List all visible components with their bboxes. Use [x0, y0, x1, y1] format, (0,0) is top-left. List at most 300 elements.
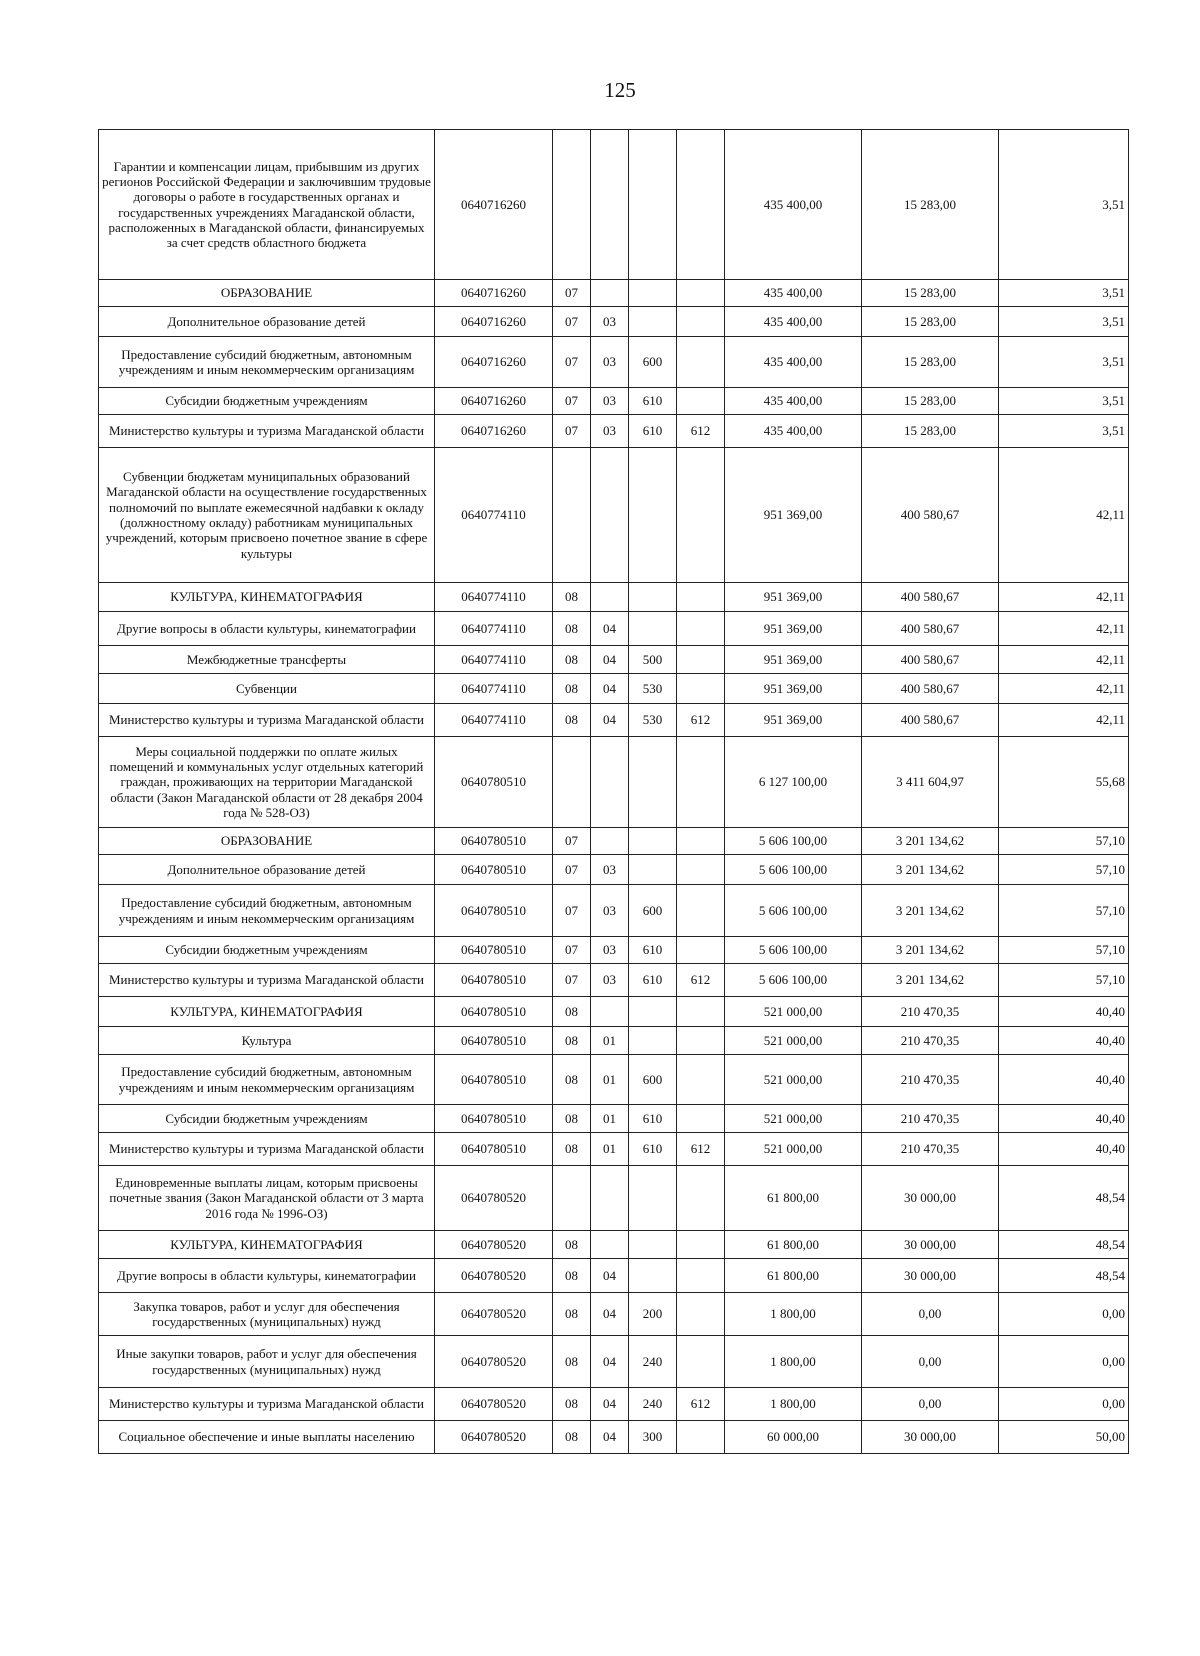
row-expense-type: [629, 448, 677, 583]
row-section: 07: [553, 280, 591, 307]
row-section: 08: [553, 612, 591, 646]
row-section: 07: [553, 307, 591, 337]
row-name: Дополнительное образование детей: [99, 307, 435, 337]
row-name: КУЛЬТУРА, КИНЕМАТОГРАФИЯ: [99, 997, 435, 1027]
row-code: 0640780510: [435, 737, 553, 828]
row-fact-amount: 0,00: [862, 1293, 999, 1336]
row-code: 0640780520: [435, 1293, 553, 1336]
row-code: 0640780510: [435, 1133, 553, 1166]
row-percent: 48,54: [999, 1259, 1129, 1293]
row-fact-amount: 30 000,00: [862, 1231, 999, 1259]
row-expense-type: 600: [629, 885, 677, 937]
row-percent: 3,51: [999, 280, 1129, 307]
row-code: 0640774110: [435, 674, 553, 704]
row-name: Субвенции: [99, 674, 435, 704]
row-percent: 0,00: [999, 1388, 1129, 1421]
row-percent: 55,68: [999, 737, 1129, 828]
row-code: 0640780520: [435, 1166, 553, 1231]
row-code: 0640780520: [435, 1336, 553, 1388]
row-code: 0640780510: [435, 964, 553, 997]
table-row: [99, 307, 1129, 337]
row-expense-type: 610: [629, 388, 677, 415]
row-section: 08: [553, 1388, 591, 1421]
row-plan-amount: 951 369,00: [725, 612, 862, 646]
row-percent: 57,10: [999, 964, 1129, 997]
table-row: [99, 415, 1129, 448]
row-expense-type: [629, 583, 677, 612]
row-code: 0640780510: [435, 937, 553, 964]
row-plan-amount: 521 000,00: [725, 1055, 862, 1105]
table-row: [99, 280, 1129, 307]
row-group: [677, 1027, 725, 1055]
row-fact-amount: 210 470,35: [862, 1055, 999, 1105]
row-plan-amount: 1 800,00: [725, 1388, 862, 1421]
row-group: [677, 1421, 725, 1454]
row-plan-amount: 5 606 100,00: [725, 937, 862, 964]
row-section: 08: [553, 704, 591, 737]
row-group: [677, 280, 725, 307]
table-row: [99, 1388, 1129, 1421]
row-section: 08: [553, 646, 591, 674]
row-group: [677, 937, 725, 964]
row-code: 0640780510: [435, 828, 553, 855]
row-expense-type: [629, 130, 677, 280]
table-row: [99, 1055, 1129, 1105]
row-section: 08: [553, 997, 591, 1027]
row-plan-amount: 5 606 100,00: [725, 855, 862, 885]
row-expense-type: 610: [629, 964, 677, 997]
row-expense-type: [629, 737, 677, 828]
row-percent: 3,51: [999, 337, 1129, 388]
table-row: [99, 612, 1129, 646]
row-group: [677, 337, 725, 388]
row-plan-amount: 521 000,00: [725, 1105, 862, 1133]
row-subsection: 01: [591, 1133, 629, 1166]
row-plan-amount: 435 400,00: [725, 388, 862, 415]
row-fact-amount: 3 201 134,62: [862, 855, 999, 885]
row-expense-type: 600: [629, 337, 677, 388]
table-row: [99, 448, 1129, 583]
row-section: 08: [553, 1336, 591, 1388]
table-row: [99, 937, 1129, 964]
row-subsection: 04: [591, 1259, 629, 1293]
row-percent: 42,11: [999, 646, 1129, 674]
row-group: [677, 1231, 725, 1259]
row-percent: 0,00: [999, 1336, 1129, 1388]
row-subsection: 04: [591, 674, 629, 704]
row-percent: 3,51: [999, 130, 1129, 280]
row-group: [677, 828, 725, 855]
row-name: Меры социальной поддержки по оплате жилых помещений и коммунальных услуг отдельных категорий граждан, проживающих на территории Магаданской области (Закон Магаданской области от 28 декабря 2004 года № 528-ОЗ): [99, 737, 435, 828]
row-code: 0640780520: [435, 1388, 553, 1421]
row-name: Другие вопросы в области культуры, кинематографии: [99, 1259, 435, 1293]
row-percent: 57,10: [999, 855, 1129, 885]
table-row: [99, 337, 1129, 388]
row-code: 0640716260: [435, 415, 553, 448]
row-subsection: 03: [591, 337, 629, 388]
row-code: 0640716260: [435, 388, 553, 415]
row-subsection: 03: [591, 307, 629, 337]
row-code: 0640780510: [435, 997, 553, 1027]
row-percent: 40,40: [999, 997, 1129, 1027]
row-group: [677, 997, 725, 1027]
row-name: Предоставление субсидий бюджетным, автономным учреждениям и иным некоммерческим организациям: [99, 885, 435, 937]
row-group: [677, 885, 725, 937]
row-subsection: 01: [591, 1055, 629, 1105]
row-plan-amount: 951 369,00: [725, 674, 862, 704]
row-fact-amount: 210 470,35: [862, 997, 999, 1027]
row-percent: 48,54: [999, 1231, 1129, 1259]
row-fact-amount: 400 580,67: [862, 612, 999, 646]
row-expense-type: [629, 612, 677, 646]
row-subsection: [591, 737, 629, 828]
row-section: 08: [553, 1133, 591, 1166]
row-subsection: [591, 448, 629, 583]
row-group: [677, 1166, 725, 1231]
row-plan-amount: 5 606 100,00: [725, 964, 862, 997]
row-expense-type: 300: [629, 1421, 677, 1454]
table-row: [99, 885, 1129, 937]
row-fact-amount: 15 283,00: [862, 415, 999, 448]
row-percent: 57,10: [999, 885, 1129, 937]
row-fact-amount: 3 201 134,62: [862, 828, 999, 855]
row-code: 0640774110: [435, 646, 553, 674]
row-section: [553, 130, 591, 280]
row-plan-amount: 435 400,00: [725, 415, 862, 448]
row-fact-amount: 210 470,35: [862, 1133, 999, 1166]
table-row: [99, 1336, 1129, 1388]
row-fact-amount: 3 201 134,62: [862, 937, 999, 964]
row-name: Министерство культуры и туризма Магаданской области: [99, 1133, 435, 1166]
budget-table-body: [99, 130, 1129, 1454]
row-percent: 3,51: [999, 415, 1129, 448]
row-section: 07: [553, 828, 591, 855]
table-row: [99, 130, 1129, 280]
row-name: Другие вопросы в области культуры, кинематографии: [99, 612, 435, 646]
row-group: [677, 130, 725, 280]
row-code: 0640780510: [435, 1027, 553, 1055]
row-section: [553, 1166, 591, 1231]
row-name: Социальное обеспечение и иные выплаты населению: [99, 1421, 435, 1454]
row-name: Министерство культуры и туризма Магаданской области: [99, 704, 435, 737]
row-expense-type: 240: [629, 1336, 677, 1388]
table-row: [99, 1259, 1129, 1293]
row-expense-type: [629, 1166, 677, 1231]
row-subsection: [591, 1166, 629, 1231]
row-expense-type: [629, 997, 677, 1027]
table-row: [99, 388, 1129, 415]
table-row: [99, 1105, 1129, 1133]
row-expense-type: [629, 1027, 677, 1055]
row-section: 07: [553, 337, 591, 388]
row-group: [677, 855, 725, 885]
row-name: Министерство культуры и туризма Магаданской области: [99, 964, 435, 997]
table-row: [99, 964, 1129, 997]
row-name: Предоставление субсидий бюджетным, автономным учреждениям и иным некоммерческим организациям: [99, 337, 435, 388]
row-fact-amount: 210 470,35: [862, 1027, 999, 1055]
row-section: 08: [553, 583, 591, 612]
row-code: 0640774110: [435, 448, 553, 583]
row-subsection: 03: [591, 415, 629, 448]
row-plan-amount: 521 000,00: [725, 1133, 862, 1166]
row-group: 612: [677, 704, 725, 737]
row-subsection: [591, 997, 629, 1027]
row-subsection: [591, 280, 629, 307]
table-row: [99, 1027, 1129, 1055]
row-name: Министерство культуры и туризма Магаданской области: [99, 1388, 435, 1421]
row-percent: 3,51: [999, 307, 1129, 337]
row-plan-amount: 5 606 100,00: [725, 885, 862, 937]
row-group: [677, 307, 725, 337]
row-section: 08: [553, 1231, 591, 1259]
row-name: Дополнительное образование детей: [99, 855, 435, 885]
row-expense-type: 610: [629, 937, 677, 964]
row-fact-amount: 30 000,00: [862, 1421, 999, 1454]
row-expense-type: [629, 855, 677, 885]
row-plan-amount: 60 000,00: [725, 1421, 862, 1454]
table-row: [99, 828, 1129, 855]
row-group: [677, 448, 725, 583]
row-percent: 42,11: [999, 612, 1129, 646]
row-group: [677, 1105, 725, 1133]
row-plan-amount: 951 369,00: [725, 448, 862, 583]
row-fact-amount: 400 580,67: [862, 583, 999, 612]
row-expense-type: 610: [629, 415, 677, 448]
row-subsection: 04: [591, 612, 629, 646]
row-subsection: 01: [591, 1105, 629, 1133]
row-group: 612: [677, 964, 725, 997]
row-group: [677, 1336, 725, 1388]
row-percent: 3,51: [999, 388, 1129, 415]
row-percent: 57,10: [999, 937, 1129, 964]
row-expense-type: 600: [629, 1055, 677, 1105]
row-section: 08: [553, 1105, 591, 1133]
row-percent: 42,11: [999, 704, 1129, 737]
row-plan-amount: 435 400,00: [725, 130, 862, 280]
row-group: [677, 737, 725, 828]
row-group: [677, 646, 725, 674]
row-group: [677, 1293, 725, 1336]
row-name: Субсидии бюджетным учреждениям: [99, 388, 435, 415]
row-code: 0640774110: [435, 612, 553, 646]
row-code: 0640780510: [435, 1105, 553, 1133]
row-group: [677, 583, 725, 612]
row-section: 08: [553, 1055, 591, 1105]
row-fact-amount: 30 000,00: [862, 1259, 999, 1293]
row-percent: 57,10: [999, 828, 1129, 855]
row-fact-amount: 0,00: [862, 1388, 999, 1421]
row-plan-amount: 6 127 100,00: [725, 737, 862, 828]
row-subsection: 04: [591, 1388, 629, 1421]
row-plan-amount: 951 369,00: [725, 704, 862, 737]
row-group: 612: [677, 415, 725, 448]
row-code: 0640774110: [435, 704, 553, 737]
row-subsection: [591, 828, 629, 855]
row-plan-amount: 435 400,00: [725, 280, 862, 307]
row-section: [553, 737, 591, 828]
row-subsection: 04: [591, 704, 629, 737]
row-name: ОБРАЗОВАНИЕ: [99, 828, 435, 855]
row-expense-type: [629, 307, 677, 337]
row-fact-amount: 0,00: [862, 1336, 999, 1388]
row-name: Субвенции бюджетам муниципальных образований Магаданской области на осуществление государственных полномочий по выплате ежемесячной надбавки к окладу (должностному окладу) работникам муниципальных учреждений, которым присвоено почетное звание в сфере культуры: [99, 448, 435, 583]
row-fact-amount: 15 283,00: [862, 337, 999, 388]
row-name: КУЛЬТУРА, КИНЕМАТОГРАФИЯ: [99, 583, 435, 612]
row-section: 07: [553, 964, 591, 997]
row-plan-amount: 951 369,00: [725, 646, 862, 674]
row-subsection: 04: [591, 1336, 629, 1388]
row-name: Единовременные выплаты лицам, которым присвоены почетные звания (Закон Магаданской области от 3 марта 2016 года № 1996-ОЗ): [99, 1166, 435, 1231]
row-section: 07: [553, 415, 591, 448]
row-section: 08: [553, 674, 591, 704]
row-group: 612: [677, 1133, 725, 1166]
row-name: КУЛЬТУРА, КИНЕМАТОГРАФИЯ: [99, 1231, 435, 1259]
row-plan-amount: 1 800,00: [725, 1293, 862, 1336]
row-group: 612: [677, 1388, 725, 1421]
row-section: 07: [553, 937, 591, 964]
row-name: Гарантии и компенсации лицам, прибывшим из других регионов Российской Федерации и заключившим трудовые договоры о работе в государственных органах и государственных учреждениях Магаданской области, расположенных в Магаданской области, финансируемых за счет средств областного бюджета: [99, 130, 435, 280]
table-row: [99, 855, 1129, 885]
row-fact-amount: 15 283,00: [862, 307, 999, 337]
row-name: Субсидии бюджетным учреждениям: [99, 937, 435, 964]
row-subsection: 03: [591, 937, 629, 964]
row-code: 0640780510: [435, 855, 553, 885]
row-name: Закупка товаров, работ и услуг для обеспечения государственных (муниципальных) нужд: [99, 1293, 435, 1336]
row-name: ОБРАЗОВАНИЕ: [99, 280, 435, 307]
row-code: 0640716260: [435, 307, 553, 337]
row-group: [677, 1055, 725, 1105]
budget-table: [98, 129, 1129, 1454]
row-section: 08: [553, 1293, 591, 1336]
row-name: Субсидии бюджетным учреждениям: [99, 1105, 435, 1133]
row-subsection: 03: [591, 964, 629, 997]
row-section: 08: [553, 1259, 591, 1293]
row-subsection: 04: [591, 646, 629, 674]
row-name: Межбюджетные трансферты: [99, 646, 435, 674]
row-expense-type: [629, 828, 677, 855]
row-section: 07: [553, 855, 591, 885]
row-fact-amount: 400 580,67: [862, 674, 999, 704]
row-section: 08: [553, 1027, 591, 1055]
table-row: [99, 646, 1129, 674]
row-plan-amount: 435 400,00: [725, 307, 862, 337]
row-percent: 50,00: [999, 1421, 1129, 1454]
row-expense-type: [629, 1231, 677, 1259]
row-name: Иные закупки товаров, работ и услуг для обеспечения государственных (муниципальных) нужд: [99, 1336, 435, 1388]
row-expense-type: 530: [629, 674, 677, 704]
row-plan-amount: 521 000,00: [725, 997, 862, 1027]
row-subsection: 03: [591, 388, 629, 415]
row-code: 0640780520: [435, 1421, 553, 1454]
row-plan-amount: 5 606 100,00: [725, 828, 862, 855]
row-percent: 40,40: [999, 1055, 1129, 1105]
row-code: 0640774110: [435, 583, 553, 612]
page-number: 125: [604, 78, 636, 102]
row-plan-amount: 435 400,00: [725, 337, 862, 388]
row-section: 08: [553, 1421, 591, 1454]
row-name: Культура: [99, 1027, 435, 1055]
row-fact-amount: 30 000,00: [862, 1166, 999, 1231]
row-plan-amount: 61 800,00: [725, 1166, 862, 1231]
row-subsection: [591, 1231, 629, 1259]
row-fact-amount: 400 580,67: [862, 448, 999, 583]
row-code: 0640716260: [435, 337, 553, 388]
row-fact-amount: 210 470,35: [862, 1105, 999, 1133]
table-row: [99, 1133, 1129, 1166]
row-plan-amount: 61 800,00: [725, 1231, 862, 1259]
row-plan-amount: 951 369,00: [725, 583, 862, 612]
row-expense-type: 610: [629, 1133, 677, 1166]
row-subsection: 01: [591, 1027, 629, 1055]
row-expense-type: [629, 280, 677, 307]
row-fact-amount: 400 580,67: [862, 646, 999, 674]
row-fact-amount: 3 201 134,62: [862, 964, 999, 997]
row-group: [677, 674, 725, 704]
row-subsection: 03: [591, 855, 629, 885]
table-row: [99, 674, 1129, 704]
row-group: [677, 1259, 725, 1293]
row-subsection: 03: [591, 885, 629, 937]
row-plan-amount: 61 800,00: [725, 1259, 862, 1293]
row-percent: 48,54: [999, 1166, 1129, 1231]
row-percent: 42,11: [999, 448, 1129, 583]
table-row: [99, 583, 1129, 612]
row-section: [553, 448, 591, 583]
table-row: [99, 1421, 1129, 1454]
row-plan-amount: 521 000,00: [725, 1027, 862, 1055]
row-expense-type: [629, 1259, 677, 1293]
row-code: 0640780520: [435, 1259, 553, 1293]
table-row: [99, 1231, 1129, 1259]
row-percent: 0,00: [999, 1293, 1129, 1336]
row-code: 0640716260: [435, 130, 553, 280]
row-percent: 40,40: [999, 1027, 1129, 1055]
row-code: 0640780510: [435, 1055, 553, 1105]
row-expense-type: 200: [629, 1293, 677, 1336]
row-code: 0640716260: [435, 280, 553, 307]
row-expense-type: 240: [629, 1388, 677, 1421]
row-percent: 42,11: [999, 674, 1129, 704]
table-row: [99, 1293, 1129, 1336]
row-expense-type: 610: [629, 1105, 677, 1133]
row-fact-amount: 15 283,00: [862, 280, 999, 307]
row-subsection: [591, 583, 629, 612]
row-code: 0640780520: [435, 1231, 553, 1259]
table-row: [99, 1166, 1129, 1231]
row-group: [677, 388, 725, 415]
row-percent: 40,40: [999, 1105, 1129, 1133]
row-code: 0640780510: [435, 885, 553, 937]
row-percent: 42,11: [999, 583, 1129, 612]
row-fact-amount: 3 201 134,62: [862, 885, 999, 937]
row-expense-type: 500: [629, 646, 677, 674]
row-fact-amount: 15 283,00: [862, 130, 999, 280]
row-fact-amount: 400 580,67: [862, 704, 999, 737]
row-plan-amount: 1 800,00: [725, 1336, 862, 1388]
row-subsection: [591, 130, 629, 280]
row-percent: 40,40: [999, 1133, 1129, 1166]
row-section: 07: [553, 885, 591, 937]
row-name: Предоставление субсидий бюджетным, автономным учреждениям и иным некоммерческим организациям: [99, 1055, 435, 1105]
row-subsection: 04: [591, 1293, 629, 1336]
row-expense-type: 530: [629, 704, 677, 737]
row-section: 07: [553, 388, 591, 415]
table-row: [99, 997, 1129, 1027]
row-group: [677, 612, 725, 646]
table-row: [99, 737, 1129, 828]
row-fact-amount: 15 283,00: [862, 388, 999, 415]
row-subsection: 04: [591, 1421, 629, 1454]
